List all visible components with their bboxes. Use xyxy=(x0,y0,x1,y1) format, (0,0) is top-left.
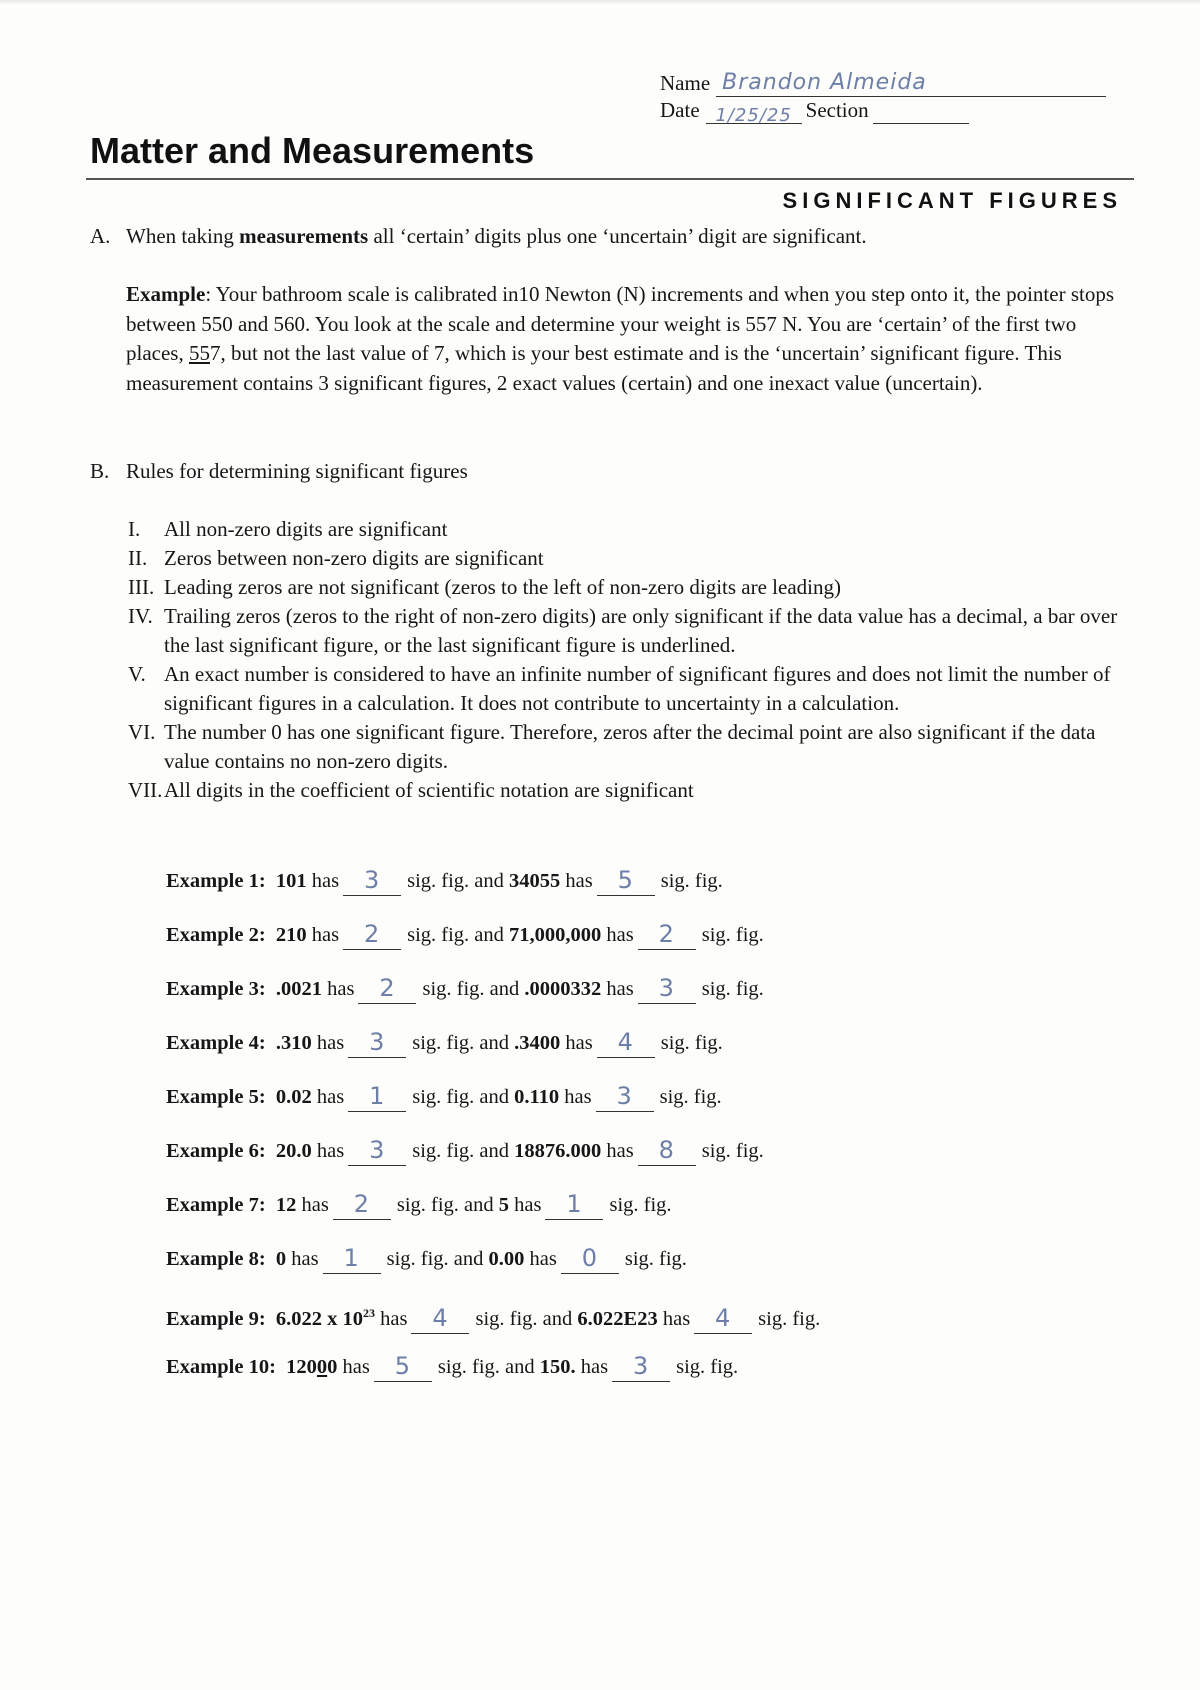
answer-1: 3 xyxy=(369,1028,386,1056)
example-number-2: 150. xyxy=(539,1356,576,1378)
title-divider xyxy=(86,178,1134,180)
example-label: Example 2: xyxy=(166,924,266,946)
answer-1: 3 xyxy=(363,866,381,894)
name-value: Brandon Almeida xyxy=(722,70,927,95)
answer-blank-2[interactable] xyxy=(597,866,655,896)
rule-text: Leading zeros are not significant (zeros to the left of non-zero digits are leading) xyxy=(164,575,841,599)
date-label: Date xyxy=(660,98,700,122)
answer-blank-1[interactable] xyxy=(343,866,401,896)
rule-item xyxy=(128,718,1138,776)
scan-edge xyxy=(0,0,1200,4)
example-number-1: .0021 xyxy=(275,978,323,1000)
sig-fig-text: sig. fig. xyxy=(701,1140,764,1162)
sig-fig-text: sig. fig. xyxy=(701,978,764,1000)
has-text: has xyxy=(606,1140,634,1162)
example-row xyxy=(166,866,1066,920)
has-text: has xyxy=(311,924,340,946)
part-a-text-1: When taking xyxy=(126,224,240,248)
rule-text: An exact number is considered to have an infinite number of significant figures and does not limit the number of significant figures in a calculation. It does not contribute to uncertainty in a calculation. xyxy=(164,662,1111,715)
sig-fig-and-text: sig. fig. and xyxy=(407,924,504,946)
example-label: Example 4: xyxy=(166,1032,266,1054)
rule-number: VII. xyxy=(128,778,163,802)
part-a xyxy=(90,222,1140,251)
example-row xyxy=(166,1244,1066,1298)
example-row xyxy=(166,1298,1066,1352)
example-number-2: 18876.000 xyxy=(514,1140,602,1162)
section-label: Section xyxy=(805,98,869,122)
example-label: Example 6: xyxy=(166,1140,266,1162)
sig-fig-and-text: sig. fig. and xyxy=(386,1248,484,1270)
answer-blank-2[interactable] xyxy=(545,1190,603,1220)
sig-fig-and-text: sig. fig. and xyxy=(412,1086,510,1108)
has-text: has xyxy=(311,870,340,892)
rule-item xyxy=(128,602,1138,660)
has-text: has xyxy=(662,1307,691,1330)
rule-text: Zeros between non-zero digits are significant xyxy=(164,546,544,570)
answer-blank-1[interactable] xyxy=(411,1303,469,1334)
example-para-underlined: 55 xyxy=(188,341,210,365)
sig-fig-and-text: sig. fig. and xyxy=(412,1032,510,1054)
answer-blank-2[interactable] xyxy=(694,1303,752,1334)
answer-1: 2 xyxy=(353,1190,370,1218)
example-number-1: 0.02 xyxy=(275,1086,312,1108)
example-number-1: 101 xyxy=(275,870,307,892)
answer-blank-1[interactable] xyxy=(348,1028,406,1058)
has-text: has xyxy=(514,1194,542,1216)
date-value: 1/25/25 xyxy=(715,105,792,126)
example-number-2: 0.00 xyxy=(488,1248,525,1270)
example-label: Example 9: xyxy=(166,1307,266,1330)
date-field[interactable] xyxy=(706,99,802,124)
has-text: has xyxy=(380,1307,408,1330)
rule-item xyxy=(128,660,1138,718)
header-fields xyxy=(660,70,1110,124)
sig-fig-and-text: sig. fig. and xyxy=(407,870,504,892)
answer-2: 4 xyxy=(617,1028,634,1056)
has-text: has xyxy=(316,1086,345,1108)
example-row xyxy=(166,1190,1066,1244)
example-para-label: Example xyxy=(126,282,206,306)
answer-blank-1[interactable] xyxy=(348,1082,406,1112)
example-label: Example 3: xyxy=(166,978,266,1000)
has-text: has xyxy=(316,1140,345,1162)
answer-2: 5 xyxy=(617,866,634,894)
number-underlined-digit: 0 xyxy=(316,1356,328,1378)
has-text: has xyxy=(580,1356,609,1378)
answer-blank-1[interactable] xyxy=(323,1244,381,1274)
has-text: has xyxy=(565,1032,593,1054)
has-text: has xyxy=(565,870,593,892)
section-heading: SIGNIFICANT FIGURES xyxy=(782,188,1122,213)
sig-fig-text: sig. fig. xyxy=(624,1248,687,1270)
example-number-2: 71,000,000 xyxy=(509,924,602,946)
example-number-1: .310 xyxy=(275,1032,312,1054)
rule-text: The number 0 has one significant figure. Therefore, zeros after the decimal point are also significant if the data value contains no non-zero digits. xyxy=(164,720,1096,773)
answer-1: 1 xyxy=(369,1082,386,1110)
rule-number: VI. xyxy=(128,720,156,744)
example-number-1: 12 xyxy=(275,1194,297,1216)
answer-1: 3 xyxy=(369,1136,386,1164)
sig-fig-text: sig. fig. xyxy=(758,1307,821,1330)
sig-fig-text: sig. fig. xyxy=(659,1086,722,1108)
sig-fig-and-text: sig. fig. and xyxy=(475,1307,573,1330)
rule-item xyxy=(128,544,1138,573)
answer-blank-2[interactable] xyxy=(597,1028,655,1058)
rules-list xyxy=(128,515,1138,805)
example-number-1: 210 xyxy=(275,924,307,946)
example-row xyxy=(166,1082,1066,1136)
number-part-b: 0 xyxy=(327,1356,338,1378)
part-b xyxy=(90,457,1090,486)
sig-fig-and-text: sig. fig. and xyxy=(422,978,520,1000)
name-field[interactable] xyxy=(716,70,1106,97)
answer-blank-2[interactable] xyxy=(561,1244,619,1274)
example-number-2: 6.022E23 xyxy=(577,1307,658,1330)
has-text: has xyxy=(301,1194,329,1216)
sig-fig-text: sig. fig. xyxy=(660,1032,723,1054)
answer-1: 4 xyxy=(432,1303,449,1332)
example-paragraph xyxy=(126,280,1136,398)
example-number-1 xyxy=(286,1356,337,1378)
example-number-2: 0.110 xyxy=(514,1086,560,1108)
answer-2: 4 xyxy=(715,1303,732,1332)
example-number-2: .0000332 xyxy=(524,978,602,1000)
part-a-bold: measurements xyxy=(239,224,369,248)
number-part-a: 120 xyxy=(286,1356,317,1378)
answer-blank-1[interactable] xyxy=(374,1352,432,1382)
sig-fig-text: sig. fig. xyxy=(660,870,723,892)
answer-2: 2 xyxy=(658,920,675,948)
example-para-text-2: 7, but not the last value of 7, which is your best estimate and is the ‘uncertain’ significant figure. This measurement contains 3 significant figures, 2 exact values (certain) and one inexact value (uncertain). xyxy=(126,341,1062,395)
has-text: has xyxy=(316,1032,345,1054)
rule-item xyxy=(128,776,1138,805)
rule-number: V. xyxy=(128,662,146,686)
part-b-marker: B. xyxy=(90,459,110,483)
example-number-1 xyxy=(276,1308,375,1330)
answer-1: 2 xyxy=(363,920,381,948)
answer-2: 3 xyxy=(632,1352,650,1380)
answer-blank-2[interactable] xyxy=(638,974,696,1004)
example-number-2: 5 xyxy=(498,1194,510,1216)
example-number-1: 0 xyxy=(275,1248,287,1270)
example-label: Example 7: xyxy=(166,1194,266,1216)
example-number-1: 20.0 xyxy=(275,1140,312,1162)
section-field[interactable] xyxy=(873,99,969,124)
example-label: Example 1: xyxy=(166,870,266,892)
has-text: has xyxy=(327,978,355,1000)
example-row xyxy=(166,1136,1066,1190)
rule-item xyxy=(128,573,1138,602)
answer-1: 2 xyxy=(379,974,396,1002)
has-text: has xyxy=(529,1248,557,1270)
answer-blank-1[interactable] xyxy=(333,1190,391,1220)
example-number-2: .3400 xyxy=(514,1032,561,1054)
example-row xyxy=(166,1028,1066,1082)
rule-number: III. xyxy=(128,575,155,599)
sig-fig-and-text: sig. fig. and xyxy=(396,1194,494,1216)
rule-text: All digits in the coefficient of scientific notation are significant xyxy=(164,778,694,802)
rule-number: IV. xyxy=(128,604,153,628)
exponent: 23 xyxy=(363,1306,376,1320)
sig-fig-and-text: sig. fig. and xyxy=(412,1140,510,1162)
answer-blank-1[interactable] xyxy=(358,974,416,1004)
part-b-text: Rules for determining significant figures xyxy=(126,459,468,483)
answer-blank-2[interactable] xyxy=(638,920,696,950)
name-row xyxy=(660,70,1110,97)
rule-text: All non-zero digits are significant xyxy=(164,517,448,541)
example-number-1-coefficient: 6.022 x 10 xyxy=(275,1307,364,1330)
answer-blank-1[interactable] xyxy=(348,1136,406,1166)
rule-item xyxy=(128,515,1138,544)
example-label: Example 8: xyxy=(166,1248,266,1270)
answer-2: 3 xyxy=(658,974,675,1002)
date-row xyxy=(660,97,1110,124)
has-text: has xyxy=(291,1248,319,1270)
part-a-text-2: all ‘certain’ digits plus one ‘uncertain’ digit are significant. xyxy=(368,224,867,248)
sig-fig-text: sig. fig. xyxy=(701,924,764,946)
answer-blank-2[interactable] xyxy=(638,1136,696,1166)
answer-blank-2[interactable] xyxy=(612,1352,670,1382)
page-title: Matter and Measurements xyxy=(90,130,535,171)
sig-fig-text: sig. fig. xyxy=(609,1194,672,1216)
sig-fig-and-text: sig. fig. and xyxy=(437,1356,535,1378)
example-label: Example 10: xyxy=(166,1356,276,1378)
answer-2: 1 xyxy=(566,1190,583,1218)
example-row xyxy=(166,920,1066,974)
example-label: Example 5: xyxy=(166,1086,266,1108)
answer-blank-1[interactable] xyxy=(343,920,401,950)
answer-2: 3 xyxy=(616,1082,633,1110)
examples-list xyxy=(166,866,1066,1406)
example-number-2: 34055 xyxy=(509,870,561,892)
example-row xyxy=(166,1352,1066,1406)
answer-blank-2[interactable] xyxy=(596,1082,654,1112)
example-row xyxy=(166,974,1066,1028)
rule-text: Trailing zeros (zeros to the right of non-zero digits) are only significant if the data value has a decimal, a bar over the last significant figure, or the last significant figure is underlined. xyxy=(164,604,1118,657)
example-para-text-1: : Your bathroom scale is calibrated in10 Newton (N) increments and when you step onto it, the pointer stops between 550 and 560. You look at the scale and determine your weight is 557 N. You are ‘certain’ of the first two places, xyxy=(126,282,1115,365)
name-label: Name xyxy=(660,71,711,95)
answer-2: 8 xyxy=(658,1136,675,1164)
part-a-marker: A. xyxy=(90,224,111,248)
has-text: has xyxy=(606,978,634,1000)
answer-2: 0 xyxy=(581,1244,598,1272)
has-text: has xyxy=(606,924,634,946)
rule-number: II. xyxy=(128,546,148,570)
answer-1: 1 xyxy=(343,1244,360,1272)
has-text: has xyxy=(342,1356,370,1378)
answer-1: 5 xyxy=(394,1352,411,1380)
rule-number: I. xyxy=(128,517,141,541)
sig-fig-text: sig. fig. xyxy=(676,1356,739,1378)
has-text: has xyxy=(564,1086,592,1108)
